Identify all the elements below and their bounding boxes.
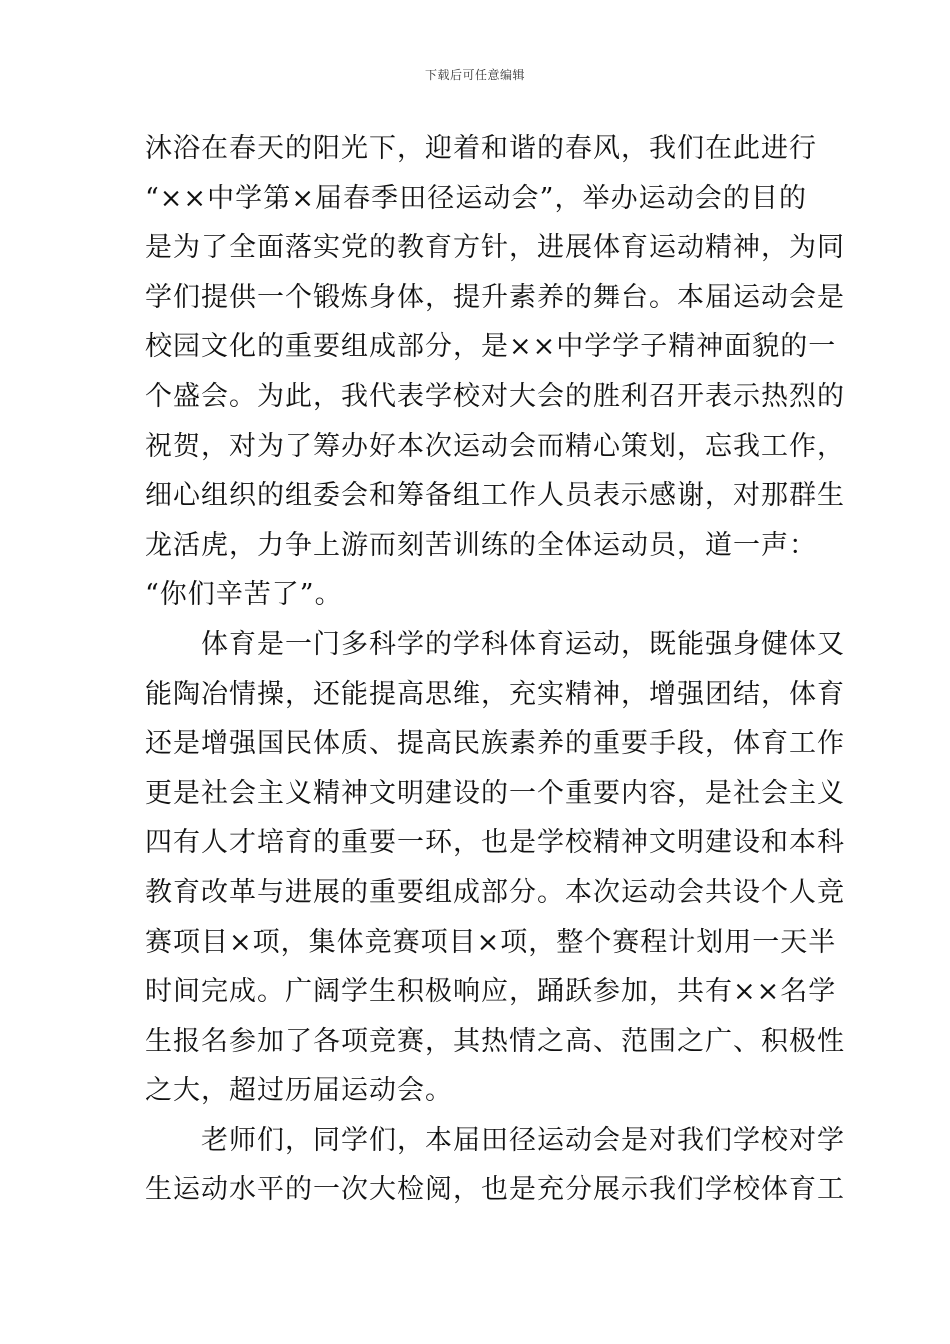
text-line: 生报名参加了各项竞赛，其热情之高、范围之广、积极性 xyxy=(145,1025,845,1057)
text-line: 还是增强国民体质、提高民族素养的重要手段，体育工作 xyxy=(145,728,845,760)
text-line: 学们提供一个锻炼身体，提升素养的舞台。本届运动会是 xyxy=(145,281,845,313)
text-line: 是为了全面落实党的教育方针，进展体育运动精神，为同 xyxy=(145,232,845,264)
text-line: “你们辛苦了”。 xyxy=(145,579,343,611)
text-line: 细心组织的组委会和筹备组工作人员表示感谢，对那群生 xyxy=(145,480,845,512)
document-body xyxy=(145,124,845,1215)
text-line: 生运动水平的一次大检阅，也是充分展示我们学校体育工 xyxy=(145,1174,845,1206)
text-line: 沐浴在春天的阳光下，迎着和谐的春风，我们在此进行 xyxy=(145,133,817,164)
text-line: “××中学第×届春季田径运动会”，举办运动会的目的 xyxy=(145,182,807,214)
paragraph-1 xyxy=(145,124,845,620)
text-line: 体育是一门多科学的学科体育运动，既能强身健体又 xyxy=(201,628,845,660)
text-line: 教育改革与进展的重要组成部分。本次运动会共设个人竞 xyxy=(145,876,845,908)
text-line: 赛项目×项，集体竞赛项目×项，整个赛程计划用一天半 xyxy=(145,926,837,958)
text-line: 时间完成。广阔学生积极响应，踊跃参加，共有××名学 xyxy=(145,976,837,1008)
text-line: 祝贺，对为了筹办好本次运动会而精心策划，忘我工作， xyxy=(145,430,845,462)
paragraph-2 xyxy=(145,620,845,1116)
text-line: 四有人才培育的重要一环，也是学校精神文明建设和本科 xyxy=(145,827,845,859)
header-note: 下载后可任意编辑 xyxy=(424,68,525,82)
text-line: 老师们，同学们，本届田径运动会是对我们学校对学 xyxy=(201,1124,845,1156)
text-line: 龙活虎，力争上游而刻苦训练的全体运动员，道一声： xyxy=(145,529,817,561)
text-line: 之大，超过历届运动会。 xyxy=(145,1075,453,1107)
paragraph-3 xyxy=(145,1116,845,1215)
text-line: 个盛会。为此，我代表学校对大会的胜利召开表示热烈的 xyxy=(145,380,845,412)
text-line: 更是社会主义精神文明建设的一个重要内容，是社会主义 xyxy=(145,777,845,809)
text-line: 能陶冶情操，还能提高思维，充实精神，增强团结，体育 xyxy=(145,678,845,710)
text-line: 校园文化的重要组成部分，是××中学学子精神面貌的一 xyxy=(145,331,837,363)
